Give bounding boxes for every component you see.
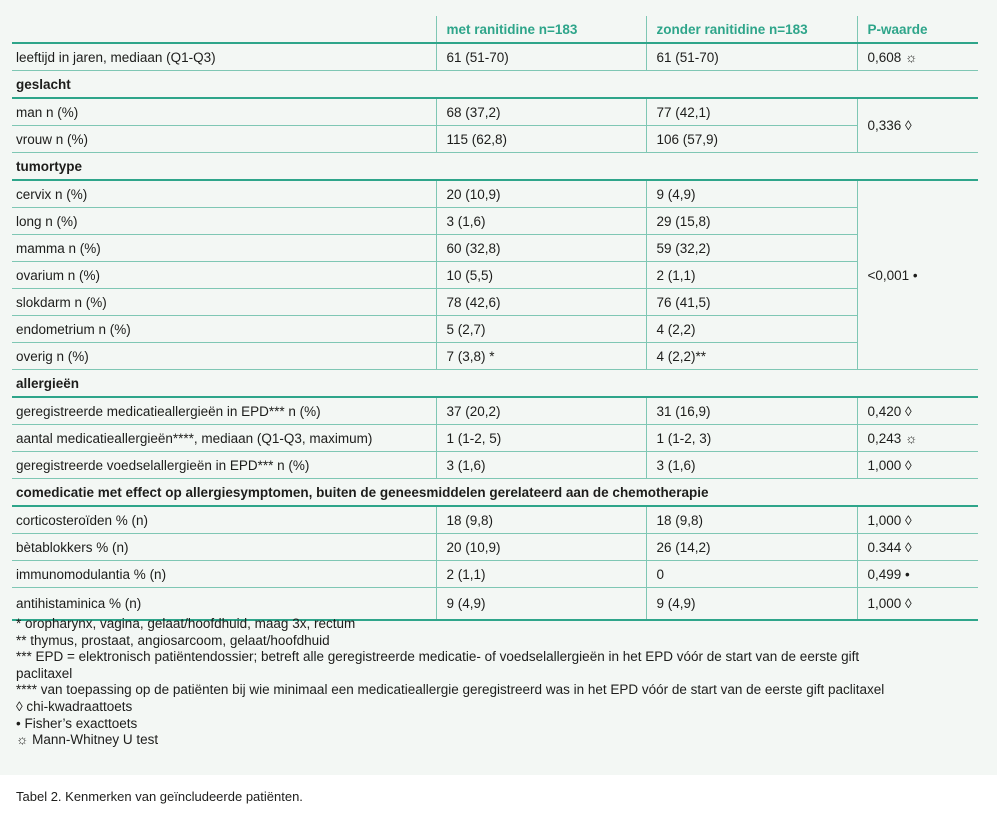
cell-without-ranitidine: 9 (4,9) bbox=[646, 180, 857, 208]
section-header-row bbox=[12, 479, 978, 507]
cell-without-ranitidine: 61 (51-70) bbox=[646, 43, 857, 71]
row-label: man n (%) bbox=[12, 98, 436, 126]
table-row bbox=[12, 208, 978, 235]
cell-without-ranitidine: 3 (1,6) bbox=[646, 452, 857, 479]
cell-with-ranitidine: 1 (1-2, 5) bbox=[436, 425, 646, 452]
cell-with-ranitidine: 7 (3,8) * bbox=[436, 343, 646, 370]
footnotes bbox=[16, 616, 986, 749]
table-caption: Tabel 2. Kenmerken van geïncludeerde patiënten. bbox=[16, 789, 303, 804]
table-row bbox=[12, 534, 978, 561]
cell-with-ranitidine: 3 (1,6) bbox=[436, 208, 646, 235]
table-header-row bbox=[12, 16, 978, 43]
footnote-line: *** EPD = elektronisch patiëntendossier; betreft alle geregistreerde medicatie- of voedselallergieën in het EPD vóór de start van de eerste gift bbox=[16, 649, 860, 665]
row-label: cervix n (%) bbox=[12, 180, 436, 208]
cell-with-ranitidine: 78 (42,6) bbox=[436, 289, 646, 316]
cell-without-ranitidine: 29 (15,8) bbox=[646, 208, 857, 235]
cell-without-ranitidine: 4 (2,2) bbox=[646, 316, 857, 343]
cell-p-value: <0,001 • bbox=[857, 180, 978, 370]
row-label: immunomodulantia % (n) bbox=[12, 561, 436, 588]
cell-with-ranitidine: 115 (62,8) bbox=[436, 126, 646, 153]
row-label: overig n (%) bbox=[12, 343, 436, 370]
cell-with-ranitidine: 60 (32,8) bbox=[436, 235, 646, 262]
table-row bbox=[12, 506, 978, 534]
footnote-line: paclitaxel bbox=[16, 665, 73, 681]
cell-without-ranitidine: 2 (1,1) bbox=[646, 262, 857, 289]
cell-p-value: 0,336 ◊ bbox=[857, 98, 978, 153]
section-header-row bbox=[12, 71, 978, 99]
cell-p-value: 0,608 ☼ bbox=[857, 43, 978, 71]
section-header-row bbox=[12, 153, 978, 181]
row-label: aantal medicatieallergieën****, mediaan (Q1-Q3, maximum) bbox=[12, 425, 436, 452]
cell-with-ranitidine: 10 (5,5) bbox=[436, 262, 646, 289]
cell-without-ranitidine: 0 bbox=[646, 561, 857, 588]
table-row bbox=[12, 289, 978, 316]
cell-with-ranitidine: 18 (9,8) bbox=[436, 506, 646, 534]
row-label: leeftijd in jaren, mediaan (Q1-Q3) bbox=[12, 43, 436, 71]
section-header-row bbox=[12, 370, 978, 398]
cell-without-ranitidine: 31 (16,9) bbox=[646, 397, 857, 425]
cell-with-ranitidine: 5 (2,7) bbox=[436, 316, 646, 343]
row-label: corticosteroïden % (n) bbox=[12, 506, 436, 534]
cell-without-ranitidine: 106 (57,9) bbox=[646, 126, 857, 153]
cell-without-ranitidine: 77 (42,1) bbox=[646, 98, 857, 126]
table-row bbox=[12, 343, 978, 370]
section-title: comedicatie met effect op allergiesymptomen, buiten de geneesmiddelen gerelateerd aan de chemotherapie bbox=[12, 479, 978, 507]
header-cell-empty bbox=[12, 16, 436, 43]
table-row bbox=[12, 235, 978, 262]
row-label: slokdarm n (%) bbox=[12, 289, 436, 316]
row-label: bètablokkers % (n) bbox=[12, 534, 436, 561]
cell-p-value: 0.344 ◊ bbox=[857, 534, 978, 561]
table-row bbox=[12, 180, 978, 208]
section-title: geslacht bbox=[12, 71, 978, 99]
cell-with-ranitidine: 9 (4,9) bbox=[436, 588, 646, 621]
footnote-line: ** thymus, prostaat, angiosarcoom, gelaat/hoofdhuid bbox=[16, 632, 330, 648]
table-body bbox=[12, 43, 978, 620]
table-row bbox=[12, 126, 978, 153]
cell-without-ranitidine: 18 (9,8) bbox=[646, 506, 857, 534]
header-cell-with-ranitidine: met ranitidine n=183 bbox=[436, 16, 646, 43]
cell-with-ranitidine: 2 (1,1) bbox=[436, 561, 646, 588]
cell-without-ranitidine: 9 (4,9) bbox=[646, 588, 857, 621]
footnote-line: ◊ chi-kwadraattoets bbox=[16, 698, 133, 714]
table-row bbox=[12, 561, 978, 588]
table-row bbox=[12, 98, 978, 126]
cell-without-ranitidine: 59 (32,2) bbox=[646, 235, 857, 262]
section-title: allergieën bbox=[12, 370, 978, 398]
row-label: geregistreerde voedselallergieën in EPD*** n (%) bbox=[12, 452, 436, 479]
cell-p-value: 1,000 ◊ bbox=[857, 452, 978, 479]
footnote-line: **** van toepassing op de patiënten bij wie minimaal een medicatieallergie geregistreerd was in het EPD vóór de start van de eerste gift paclitaxel bbox=[16, 682, 885, 698]
cell-without-ranitidine: 26 (14,2) bbox=[646, 534, 857, 561]
row-label: geregistreerde medicatieallergieën in EPD*** n (%) bbox=[12, 397, 436, 425]
row-label: long n (%) bbox=[12, 208, 436, 235]
cell-with-ranitidine: 37 (20,2) bbox=[436, 397, 646, 425]
cell-with-ranitidine: 3 (1,6) bbox=[436, 452, 646, 479]
cell-without-ranitidine: 76 (41,5) bbox=[646, 289, 857, 316]
table-row bbox=[12, 452, 978, 479]
table-row bbox=[12, 397, 978, 425]
cell-with-ranitidine: 20 (10,9) bbox=[436, 534, 646, 561]
table-row bbox=[12, 262, 978, 289]
table-row bbox=[12, 316, 978, 343]
row-label: vrouw n (%) bbox=[12, 126, 436, 153]
cell-p-value: 0,499 • bbox=[857, 561, 978, 588]
cell-with-ranitidine: 20 (10,9) bbox=[436, 180, 646, 208]
row-label: antihistaminica % (n) bbox=[12, 588, 436, 621]
patient-characteristics-table bbox=[12, 16, 978, 621]
header-cell-p-value: P-waarde bbox=[857, 16, 978, 43]
row-label: ovarium n (%) bbox=[12, 262, 436, 289]
cell-p-value: 1,000 ◊ bbox=[857, 588, 978, 621]
cell-without-ranitidine: 1 (1-2, 3) bbox=[646, 425, 857, 452]
row-label: endometrium n (%) bbox=[12, 316, 436, 343]
footnote-line: ☼ Mann-Whitney U test bbox=[16, 732, 159, 748]
footnote-line: * oropharynx, vagina, gelaat/hoofdhuid, maag 3x, rectum bbox=[16, 616, 356, 631]
row-label: mamma n (%) bbox=[12, 235, 436, 262]
cell-with-ranitidine: 68 (37,2) bbox=[436, 98, 646, 126]
footnote-line: • Fisher’s exacttoets bbox=[16, 715, 138, 731]
table-row bbox=[12, 43, 978, 71]
cell-p-value: 0,420 ◊ bbox=[857, 397, 978, 425]
cell-p-value: 0,243 ☼ bbox=[857, 425, 978, 452]
cell-with-ranitidine: 61 (51-70) bbox=[436, 43, 646, 71]
header-cell-without-ranitidine: zonder ranitidine n=183 bbox=[646, 16, 857, 43]
section-title: tumortype bbox=[12, 153, 978, 181]
table-row bbox=[12, 425, 978, 452]
cell-p-value: 1,000 ◊ bbox=[857, 506, 978, 534]
cell-without-ranitidine: 4 (2,2)** bbox=[646, 343, 857, 370]
